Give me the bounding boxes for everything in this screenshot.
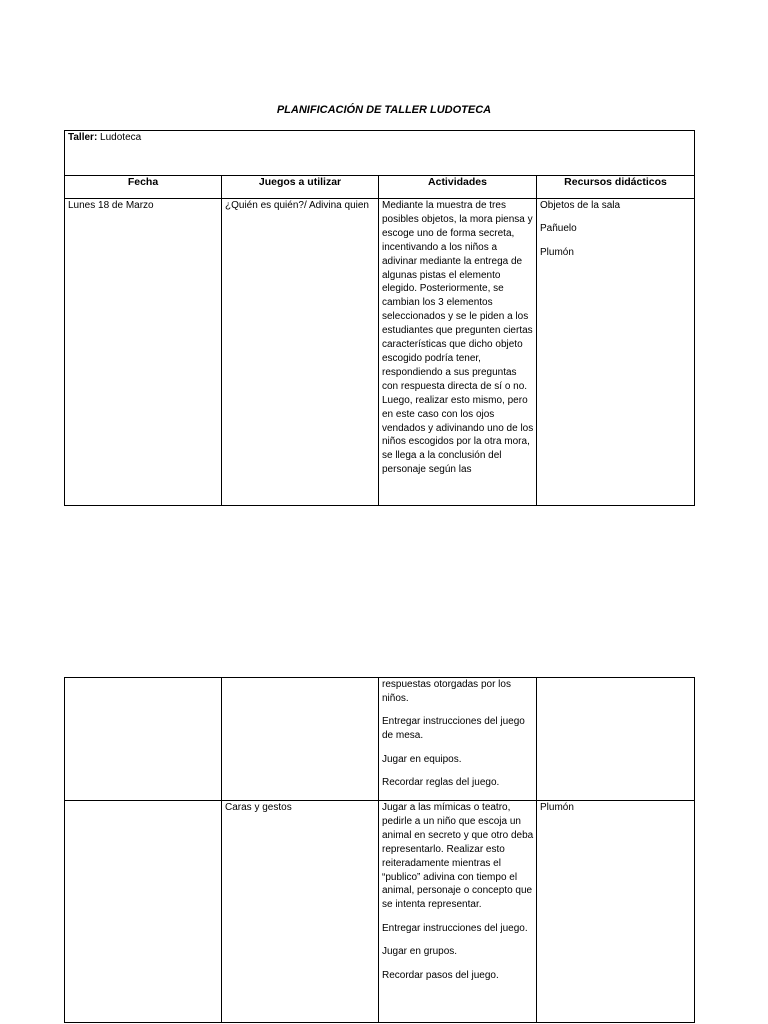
actividad-item: Entregar instrucciones del juego de mesa.	[382, 716, 525, 742]
juego-cell	[222, 678, 379, 801]
taller-label: Taller:	[68, 132, 98, 143]
juego-cell: Caras y gestos	[222, 801, 379, 1023]
actividad-item: Jugar en grupos.	[382, 946, 458, 958]
actividad-item: Entregar instrucciones del juego.	[382, 922, 528, 934]
taller-row	[65, 131, 695, 176]
taller-value: Ludoteca	[97, 132, 142, 143]
header-recursos: Recursos didácticos	[537, 176, 695, 199]
recursos-cell	[537, 199, 695, 506]
actividad-text: Mediante la muestra de tres posibles objetos, la mora piensa y escoge uno de forma secreta, incentivando a los niños a adivinar mediante la entrega de algunas pistas el elemento elegido. Posteriormente, se cambian los 3 elementos seleccionados y se le piden a los estudiantes que pregunten ciertas características que dicho objeto escogido podría tener, respondiendo a sus preguntas con respuesta directa de sí o no. Luego, realizar esto mismo, pero en este caso con los ojos vendados y adivinando uno de los niños escogidos por la otra mora, se llega a la conclusión del personaje según las	[382, 200, 534, 476]
actividad-item: Recordar reglas del juego.	[382, 777, 500, 789]
planning-table-page-2	[64, 677, 695, 1023]
fecha-cell	[65, 678, 222, 801]
header-fecha: Fecha	[65, 176, 222, 199]
recursos-cell	[537, 678, 695, 801]
recursos-cell: Plumón	[537, 801, 695, 1023]
fecha-cell	[65, 801, 222, 1023]
actividad-item: respuestas otorgadas por los niños.	[382, 679, 511, 704]
header-actividades: Actividades	[379, 176, 537, 199]
actividad-cell	[379, 801, 537, 1023]
actividad-cell	[379, 199, 537, 506]
actividad-cell	[379, 678, 537, 801]
recurso-item: Objetos de la sala	[540, 200, 621, 211]
recurso-item: Pañuelo	[540, 223, 577, 235]
actividad-item: Jugar a las mímicas o teatro, pedirle a un niño que escoja un animal en secreto y que otro deba representarlo. Realizar esto reiteradamente mientras el “publico” adivina con tiempo el animal, personaje o concepto que se intenta representar.	[382, 802, 534, 911]
actividad-item: Recordar pasos del juego.	[382, 969, 499, 981]
actividad-item: Jugar en equipos.	[382, 753, 462, 765]
recurso-item: Plumón	[540, 246, 574, 258]
planning-table-page-1	[64, 130, 695, 506]
document-title: PLANIFICACIÓN DE TALLER LUDOTECA	[276, 104, 492, 116]
fecha-cell: Lunes 18 de Marzo	[65, 199, 222, 506]
juego-cell: ¿Quién es quién?/ Adivina quien	[222, 199, 379, 506]
header-juegos: Juegos a utilizar	[222, 176, 379, 199]
